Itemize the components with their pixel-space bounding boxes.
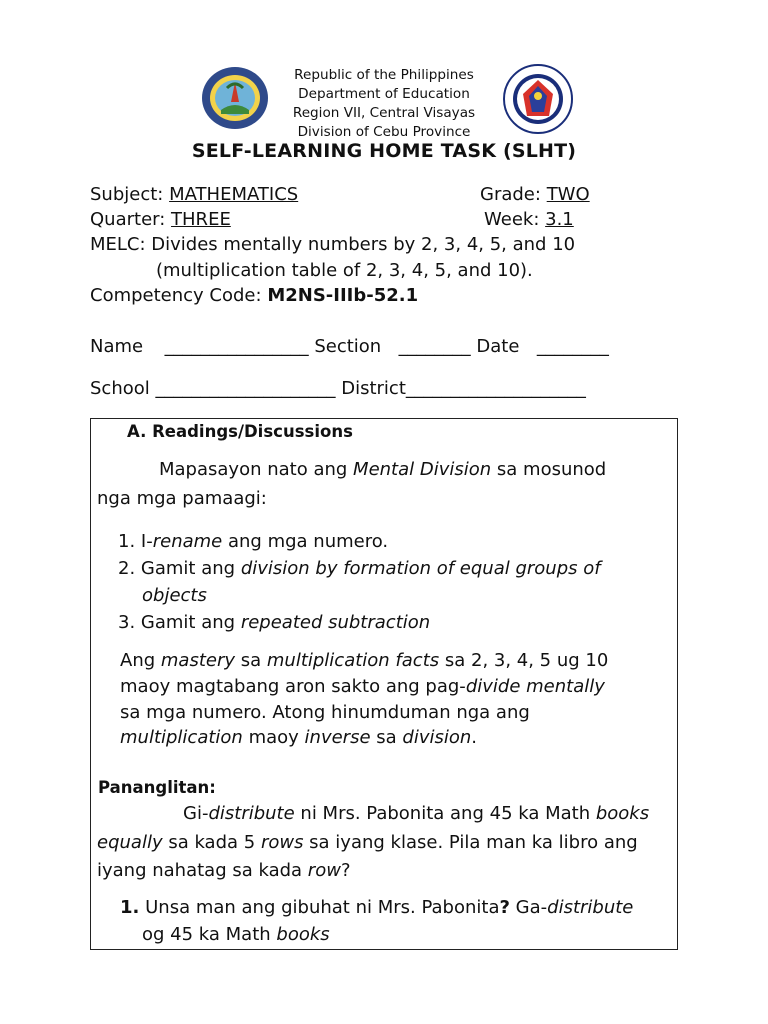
ex1-text-c: ni Mrs. Pabonita ang 45 ka Math: [294, 803, 596, 824]
week-value: 3.1: [545, 209, 574, 230]
week-label: Week:: [484, 209, 540, 230]
name-section-date-row: [90, 336, 609, 357]
example-line-3: [97, 860, 351, 881]
question-number-1: 1.: [120, 897, 140, 918]
district-label: District: [341, 378, 406, 399]
header-line-department: Department of Education: [298, 86, 470, 102]
competency-label: Competency Code:: [90, 285, 262, 306]
readings-intro-line2: nga mga pamaagi:: [97, 488, 267, 509]
ex1-text-d: books: [595, 803, 650, 824]
melc-line-1: MELC: Divides mentally numbers by 2, 3, 4, 5, and 10: [90, 234, 576, 255]
q1-text-a: Unsa man ang gibuhat ni Mrs. Pabonita: [145, 897, 500, 918]
name-blank[interactable]: ________________: [164, 336, 309, 357]
grade-row: [480, 184, 590, 205]
item2-text-a: Gamit ang: [140, 558, 241, 579]
ex2-text-a: equally: [97, 832, 163, 853]
school-label: School: [90, 378, 150, 399]
melc-line-2: (multiplication table of 2, 3, 4, 5, and 10).: [156, 260, 533, 281]
district-blank[interactable]: ____________________: [405, 378, 586, 399]
list-item-2: [118, 558, 601, 579]
intro-text-a: Mapasayon nato ang: [159, 459, 354, 480]
q1-text-c: Ga-: [509, 897, 548, 918]
readings-intro: [159, 459, 606, 480]
subject-row: [90, 184, 298, 205]
q1-line2-text-a: og 45 ka Math: [142, 924, 277, 945]
question-1: [120, 897, 633, 918]
ex1-text-b: distribute: [208, 803, 295, 824]
grade-value: TWO: [546, 184, 590, 205]
school-blank[interactable]: ____________________: [155, 378, 336, 399]
grade-label: Grade:: [480, 184, 541, 205]
list-item-3: [118, 612, 430, 633]
readings-heading: A. Readings/Discussions: [127, 422, 353, 441]
paragraph-line-1: [120, 650, 608, 671]
header-block: [240, 66, 528, 142]
p4-text-c: inverse: [304, 727, 371, 748]
p1-text-d: multiplication facts: [266, 650, 440, 671]
list-item-1: [118, 531, 388, 552]
q1-line2-text-b: books: [276, 924, 330, 945]
header-line-division: Division of Cebu Province: [297, 124, 471, 140]
header-line-republic: Republic of the Philippines: [294, 67, 474, 83]
quarter-row: [90, 209, 231, 230]
p4-text-f: .: [471, 727, 478, 748]
quarter-value: THREE: [171, 209, 231, 230]
q1-text-d: distribute: [547, 897, 634, 918]
section-blank[interactable]: ________: [398, 336, 471, 357]
date-label: Date: [476, 336, 520, 357]
example-line-2: [97, 832, 638, 853]
p4-text-d: sa: [370, 727, 403, 748]
list-item-2-line2: [142, 585, 207, 606]
item3-text-b: repeated subtraction: [240, 612, 431, 633]
page-title: SELF-LEARNING HOME TASK (SLHT): [191, 140, 577, 162]
p1-text-e: sa 2, 3, 4, 5 ug 10: [439, 650, 609, 671]
date-blank[interactable]: ________: [536, 336, 609, 357]
item2-text-b: division by formation of equal groups of: [240, 558, 601, 579]
paragraph-line-2: [120, 676, 605, 697]
section-label: Section: [314, 336, 382, 357]
intro-text-c: sa mosunod: [491, 459, 607, 480]
item3-text-a: Gamit ang: [140, 612, 241, 633]
competency-value: M2NS-IIIb-52.1: [267, 285, 419, 306]
ex1-text-a: Gi-: [183, 803, 209, 824]
example-heading: Pananglitan:: [98, 778, 216, 797]
ex2-text-b: sa kada 5: [162, 832, 261, 853]
ex3-text-a: iyang nahatag sa kada: [97, 860, 308, 881]
ex2-text-d: sa iyang klase. Pila man ka libro ang: [303, 832, 638, 853]
example-line-1: [183, 803, 649, 824]
ex3-text-b: row: [307, 860, 341, 881]
p1-text-a: Ang: [120, 650, 161, 671]
quarter-label: Quarter:: [90, 209, 166, 230]
paragraph-line-3: sa mga numero. Atong hinumduman nga ang: [120, 702, 530, 723]
intro-text-b: Mental Division: [353, 459, 492, 480]
p2-text-a: maoy magtabang aron sakto ang pag-: [120, 676, 466, 697]
item1-text-b: rename: [152, 531, 223, 552]
paragraph-line-4: [120, 727, 477, 748]
q1-text-b: ?: [499, 897, 510, 918]
p1-text-b: mastery: [160, 650, 236, 671]
week-row: [484, 209, 574, 230]
p4-text-e: division: [402, 727, 472, 748]
subject-value: MATHEMATICS: [169, 184, 299, 205]
item1-text-c: ang mga numero.: [222, 531, 389, 552]
item1-text-a: I-: [140, 531, 153, 552]
question-1-line2: [142, 924, 330, 945]
school-district-row: [90, 378, 586, 399]
list-number-3: 3.: [118, 612, 136, 633]
header-line-region: Region VII, Central Visayas: [292, 105, 476, 121]
ex3-text-c: ?: [340, 860, 351, 881]
ex2-text-c: rows: [260, 832, 304, 853]
competency-row: [90, 285, 418, 306]
p1-text-c: sa: [235, 650, 267, 671]
p4-text-b: maoy: [242, 727, 305, 748]
p4-text-a: multiplication: [120, 727, 243, 748]
item2-text-line2: objects: [142, 585, 207, 606]
name-label: Name: [90, 336, 144, 357]
subject-label: Subject:: [90, 184, 164, 205]
p2-text-b: divide mentally: [465, 676, 605, 697]
list-number-2: 2.: [118, 558, 136, 579]
list-number-1: 1.: [118, 531, 136, 552]
